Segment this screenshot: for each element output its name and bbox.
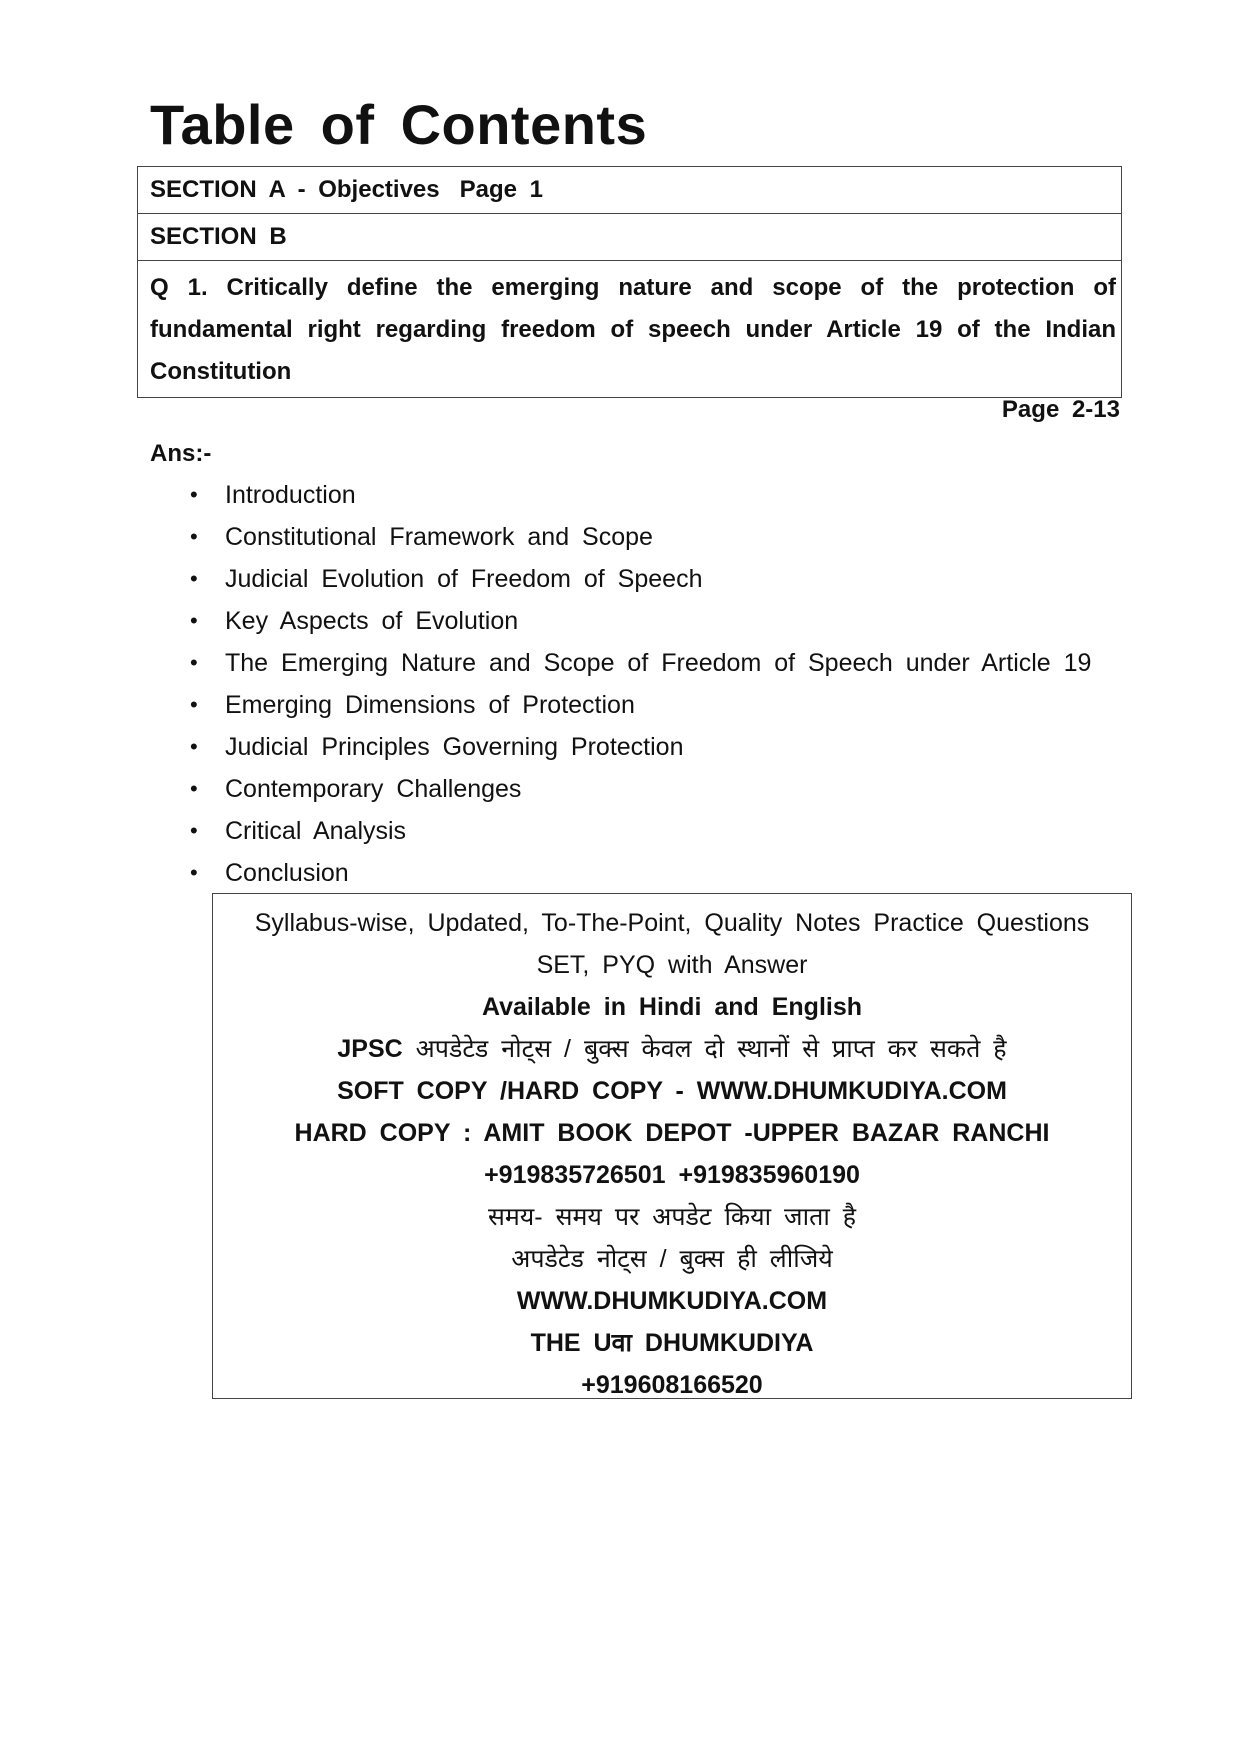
promo-contact-phone: +919608166520 bbox=[581, 1371, 763, 1399]
promo-phone-numbers: +919835726501 +919835960190 bbox=[484, 1161, 860, 1189]
topic-label: Judicial Principles Governing Protection bbox=[225, 733, 684, 761]
topic-label: Critical Analysis bbox=[225, 817, 407, 845]
answer-topic-list bbox=[185, 474, 1091, 894]
toc-row-section-b[interactable] bbox=[138, 214, 1121, 261]
topic-label: Introduction bbox=[225, 481, 356, 509]
section-a-page: Page 1 bbox=[459, 176, 544, 203]
bullet-icon: • bbox=[190, 692, 198, 717]
toc-row-section-a[interactable] bbox=[138, 167, 1121, 214]
answer-label: Ans:- bbox=[150, 440, 212, 467]
list-item bbox=[185, 810, 1091, 852]
topic-label: Constitutional Framework and Scope bbox=[225, 523, 653, 551]
bullet-icon: • bbox=[190, 734, 198, 759]
list-item bbox=[185, 684, 1091, 726]
list-item bbox=[185, 642, 1091, 684]
bullet-icon: • bbox=[190, 860, 198, 885]
page-title: Table of Contents bbox=[150, 93, 648, 156]
topic-label: Contemporary Challenges bbox=[225, 775, 522, 803]
topic-label: The Emerging Nature and Scope of Freedom of Speech under Article 19 bbox=[225, 649, 1092, 677]
list-item bbox=[185, 474, 1091, 516]
promo-jpsc-line bbox=[213, 1028, 1131, 1070]
section-b-label: SECTION B bbox=[150, 223, 287, 250]
topic-label: Conclusion bbox=[225, 859, 349, 887]
promo-languages: Available in Hindi and English bbox=[481, 993, 863, 1021]
promo-subtitle: SET, PYQ with Answer bbox=[536, 951, 808, 979]
bullet-icon: • bbox=[190, 482, 198, 507]
promo-tagline: Syllabus-wise, Updated, To-The-Point, Quality Notes Practice Questions bbox=[254, 909, 1090, 937]
promo-buy-note: अपडेटेड नोट्स / बुक्स ही लीजिये bbox=[511, 1245, 833, 1273]
topic-label: Judicial Evolution of Freedom of Speech bbox=[225, 565, 703, 593]
promo-jpsc-hindi: अपडेटेड नोट्स / बुक्स केवल दो स्थानों से प्राप्त कर सकते है bbox=[415, 1035, 1007, 1063]
question-1-page-range: Page 2-13 bbox=[1001, 396, 1120, 423]
bullet-icon: • bbox=[190, 608, 198, 633]
promo-box bbox=[212, 893, 1132, 1399]
bullet-icon: • bbox=[190, 566, 198, 591]
bullet-icon: • bbox=[190, 776, 198, 801]
promo-soft-copy: SOFT COPY /HARD COPY - WWW.DHUMKUDIYA.COM bbox=[337, 1077, 1007, 1105]
promo-update-note: समय- समय पर अपडेट किया जाता है bbox=[487, 1203, 857, 1231]
question-1-text: Q 1. Critically define the emerging nature and scope of the protection of fundamental right regarding freedom of speech under Article 19 of the Indian Constitution bbox=[150, 274, 1116, 385]
list-item bbox=[185, 726, 1091, 768]
promo-jpsc-label: JPSC bbox=[337, 1035, 403, 1063]
topic-label: Key Aspects of Evolution bbox=[225, 607, 519, 635]
bullet-icon: • bbox=[190, 524, 198, 549]
list-item bbox=[185, 600, 1091, 642]
list-item bbox=[185, 516, 1091, 558]
promo-brand: THE Uवा DHUMKUDIYA bbox=[530, 1329, 814, 1357]
topic-label: Emerging Dimensions of Protection bbox=[225, 691, 635, 719]
section-a-label: SECTION A - Objectives bbox=[150, 176, 440, 203]
toc-table bbox=[137, 166, 1122, 398]
list-item bbox=[185, 558, 1091, 600]
promo-hard-copy: HARD COPY : AMIT BOOK DEPOT -UPPER BAZAR RANCHI bbox=[294, 1119, 1050, 1147]
list-item bbox=[185, 852, 1091, 894]
toc-row-question-1[interactable] bbox=[138, 261, 1121, 397]
promo-website-link[interactable]: WWW.DHUMKUDIYA.COM bbox=[516, 1287, 828, 1315]
bullet-icon: • bbox=[190, 818, 198, 843]
list-item bbox=[185, 768, 1091, 810]
bullet-icon: • bbox=[190, 650, 198, 675]
